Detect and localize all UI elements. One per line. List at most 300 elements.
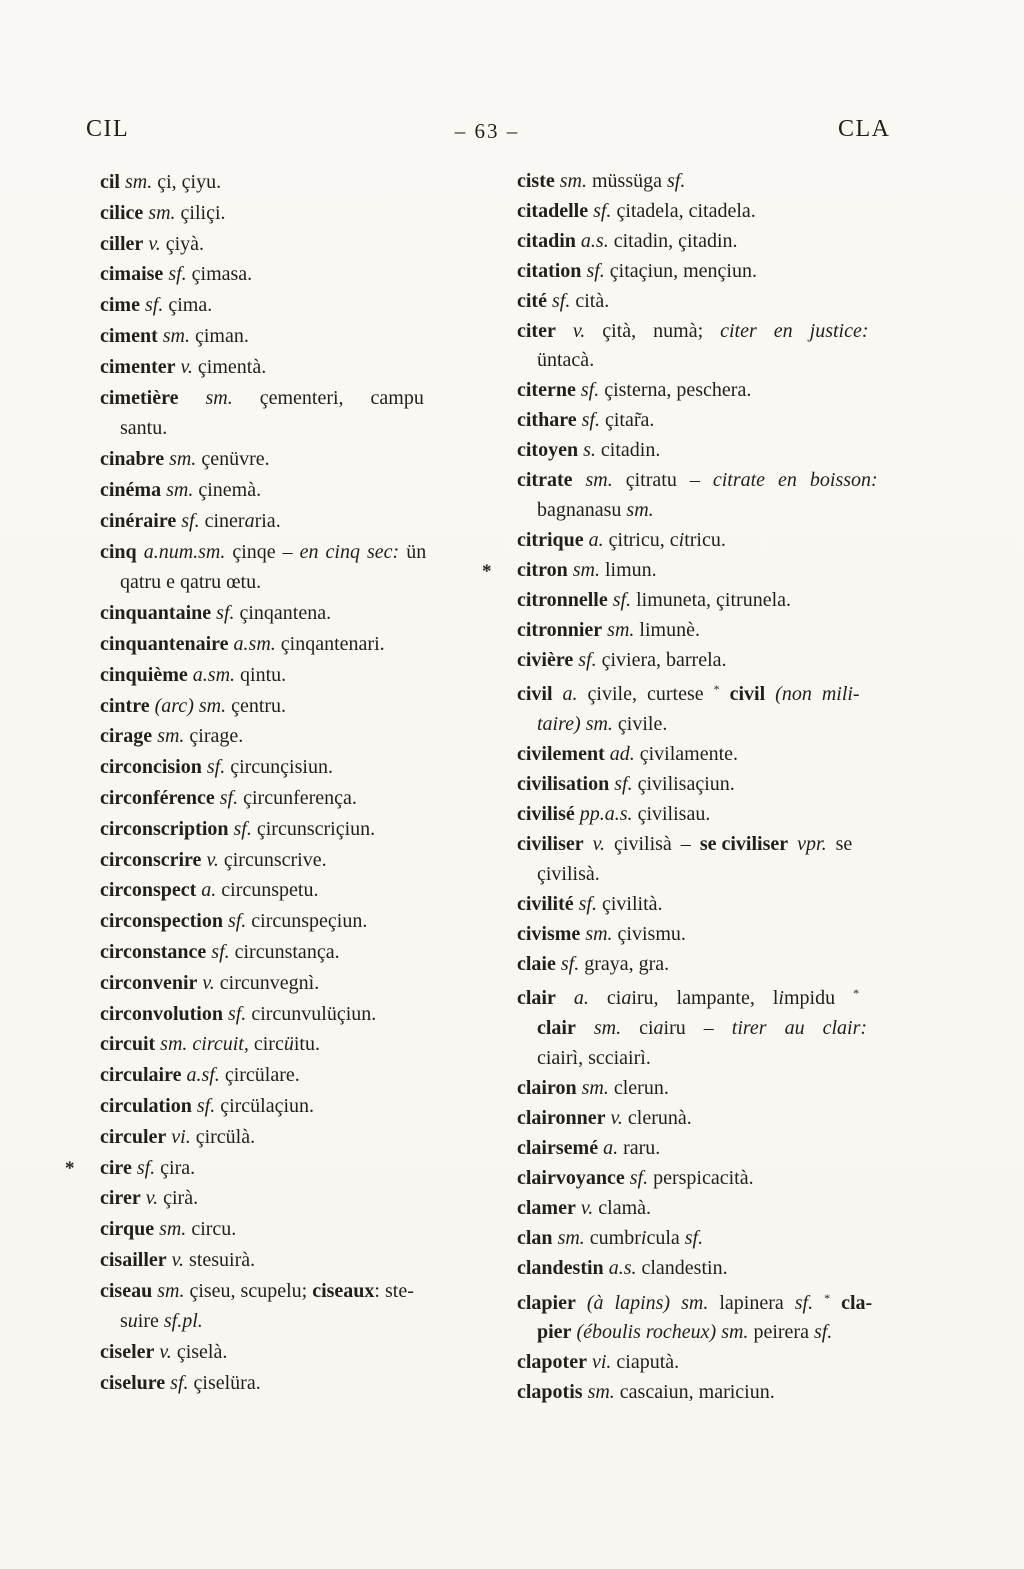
headword: clairsemé — [517, 1137, 599, 1159]
label-italic: sf. — [588, 199, 612, 222]
dictionary-entry — [100, 475, 476, 506]
label-italic: sm. — [152, 1279, 185, 1302]
translation-text: clerun. — [608, 1077, 669, 1100]
page-number: – 63 – — [454, 119, 520, 143]
label-italic: a — [621, 987, 632, 1010]
headword: civilisé — [517, 803, 575, 826]
label-italic: (arc) sm. — [149, 694, 227, 717]
translation-text: circunspeçiun. — [246, 910, 368, 933]
homonym-asterisk: * — [713, 682, 720, 697]
translation-text: tricu. — [684, 528, 726, 551]
headword: clan — [517, 1226, 553, 1249]
label-italic: sf. — [139, 294, 164, 317]
label-italic: sf. — [667, 170, 686, 192]
dictionary-entry — [100, 1122, 476, 1153]
dictionary-entry — [517, 1284, 941, 1349]
headword: citoyen — [517, 439, 579, 462]
headword: civière — [517, 648, 574, 671]
translation-text: se — [826, 832, 853, 855]
headword: civisme — [517, 922, 581, 945]
translation-text: circunspetu. — [216, 879, 319, 902]
dictionary-entry — [517, 586, 941, 616]
headword: ciste — [517, 170, 555, 192]
headword: citadelle — [517, 199, 589, 222]
headword: circuit — [100, 1033, 156, 1056]
dictionary-entry — [517, 1224, 941, 1254]
label-italic: (éboulis rocheux) sm. — [571, 1321, 749, 1344]
headword: civilité — [517, 892, 574, 915]
translation-text: graya, gra. — [579, 952, 670, 975]
dictionary-entry — [517, 1348, 941, 1378]
label-italic: vi. — [166, 1125, 191, 1148]
translation-text: peirera — [748, 1321, 814, 1344]
translation-text: çitaçiun, mençiun. — [604, 259, 757, 282]
label-italic: a.sm. — [187, 663, 236, 686]
dictionary-entry — [517, 1164, 941, 1194]
label-italic: v. — [175, 355, 193, 378]
label-italic: i — [678, 528, 685, 551]
label-italic: sm. — [152, 725, 185, 748]
translation-text: clandestin. — [636, 1256, 728, 1279]
label-italic: tirer au clair: — [731, 1017, 868, 1040]
headword: ciseaux — [312, 1279, 375, 1302]
dictionary-entry — [517, 740, 941, 770]
translation-text: çircülare. — [219, 1064, 300, 1087]
translation-text: çiman. — [190, 324, 249, 347]
translation-text: raru. — [618, 1137, 661, 1159]
dictionary-entry — [517, 920, 941, 950]
translation-text: limun. — [599, 558, 657, 581]
translation-text: müssüga — [587, 170, 667, 192]
label-italic: a — [244, 509, 255, 532]
translation-text: qatru e qatru œtu. — [120, 571, 262, 594]
headword: claie — [517, 952, 556, 975]
label-italic: sm. — [602, 618, 635, 641]
translation-text — [720, 683, 730, 705]
translation-text: ciaputà. — [611, 1351, 680, 1374]
translation-text: çinqe – — [225, 540, 300, 563]
label-italic: sm. — [552, 1226, 585, 1249]
translation-text: ci — [621, 1017, 654, 1040]
translation-text — [830, 1292, 841, 1314]
translation-text: çivilisà – — [605, 832, 700, 855]
label-italic: sf. — [214, 786, 239, 809]
translation-text: bagnanasu — [537, 498, 627, 521]
translation-text: çi, çiyu. — [152, 171, 222, 193]
dictionary-entry — [100, 906, 476, 937]
translation-text: ire — [137, 1310, 164, 1333]
dictionary-entry — [517, 890, 941, 920]
translation-text: citadin, çitadin. — [608, 229, 738, 252]
label-italic: vpr. — [788, 832, 827, 855]
label-italic: sm. — [157, 324, 190, 347]
translation-text: çircunscriçiun. — [251, 817, 376, 840]
headword: cinquième — [100, 663, 188, 686]
dictionary-entry — [517, 1194, 941, 1224]
translation-text: lapinera — [708, 1291, 795, 1314]
headword: cinabre — [100, 448, 165, 471]
label-italic: v. — [583, 832, 606, 855]
headword: claironner — [517, 1107, 606, 1130]
headword: cime — [100, 294, 140, 317]
translation-text: çitratu – — [612, 469, 713, 492]
headword: cinéma — [100, 478, 162, 501]
label-italic: v. — [201, 848, 219, 871]
label-italic: taire) sm. — [537, 713, 613, 736]
headword: civilement — [517, 743, 605, 766]
dictionary-entry — [100, 937, 476, 968]
headword: cire — [100, 1156, 132, 1179]
left-column — [65, 167, 476, 1399]
label-italic: sm. — [120, 171, 153, 193]
headword: cirque — [100, 1218, 155, 1241]
dictionary-entry — [517, 800, 941, 830]
dictionary-entry — [100, 629, 476, 660]
translation-text: çinqantena. — [234, 602, 332, 625]
label-italic: sf.pl. — [163, 1310, 203, 1333]
dictionary-entry — [100, 383, 476, 445]
headword: ciseler — [100, 1341, 155, 1364]
headword: cil — [100, 171, 120, 193]
translation-text — [813, 1292, 824, 1314]
translation-text: çitricu, c — [603, 528, 679, 551]
translation-text: çivilità. — [596, 892, 663, 915]
headword: cimaise — [100, 263, 164, 286]
right-column — [482, 167, 941, 1408]
dictionary-entry — [100, 167, 476, 198]
translation-text: ria. — [254, 509, 281, 532]
label-italic: citer en justice: — [720, 319, 869, 342]
dictionary-entry — [100, 814, 476, 845]
dictionary-entry — [100, 598, 476, 629]
label-italic: sf. — [609, 773, 633, 796]
headword: citadin — [517, 229, 576, 252]
label-italic: a.num.sm. — [136, 540, 226, 563]
label-italic: a. — [196, 879, 217, 902]
translation-text: limunè. — [634, 618, 700, 641]
label-italic: sm. — [567, 558, 600, 581]
label-italic: sf. — [794, 1291, 814, 1314]
headword: clapier — [517, 1291, 576, 1314]
translation-text: itu. — [293, 1033, 320, 1056]
dictionary-entry — [100, 721, 476, 752]
headword: citerne — [517, 379, 576, 402]
translation-text: çirà. — [158, 1187, 199, 1210]
dictionary-entry — [517, 317, 941, 377]
translation-text: çiseu, scupelu; — [184, 1279, 313, 1302]
translation-text: çitar̃a. — [599, 409, 655, 432]
label-italic: sf. — [206, 940, 230, 963]
label-italic: i — [640, 1226, 647, 1249]
label-italic: sf. — [176, 509, 200, 532]
label-italic: v. — [575, 1196, 594, 1219]
label-italic: a. — [583, 528, 604, 551]
dictionary-entry — [517, 675, 941, 740]
dictionary-entry — [100, 845, 476, 876]
label-italic: sf. — [131, 1156, 156, 1179]
dictionary-entry — [100, 537, 476, 599]
dictionary-entry — [100, 1368, 476, 1399]
translation-text: çircunçisiun. — [225, 756, 333, 779]
headword: citer — [517, 319, 556, 342]
dictionary-entry — [100, 290, 476, 321]
label-italic: sf. — [228, 817, 252, 840]
label-italic: v. — [140, 1187, 159, 1210]
dictionary-entry — [517, 1074, 941, 1104]
label-italic: sf. — [191, 1094, 216, 1117]
dictionary-entry — [100, 1091, 476, 1122]
dictionary-entry — [100, 321, 476, 352]
translation-text: clamà. — [593, 1196, 652, 1219]
label-italic: sm. — [580, 922, 613, 945]
headword: clairon — [517, 1077, 577, 1100]
headword: cité — [517, 289, 547, 312]
translation-text: çircunferença. — [238, 786, 357, 809]
translation-text: çirage. — [184, 725, 244, 748]
label-italic: sf. — [684, 1226, 704, 1249]
label-italic: ü — [283, 1033, 294, 1056]
label-italic: sf. — [573, 648, 597, 671]
translation-text: çimasa. — [186, 263, 253, 286]
dictionary-entry — [517, 257, 941, 287]
dictionary-entry — [517, 406, 941, 436]
dictionary-entry — [100, 1245, 476, 1276]
translation-text: çiselüra. — [188, 1372, 261, 1395]
headword: citronnelle — [517, 588, 608, 611]
headword: clapoter — [517, 1351, 587, 1374]
translation-text: çivilamente. — [634, 743, 739, 766]
translation-text: limuneta, çitrunela. — [631, 588, 792, 611]
label-italic: v. — [166, 1248, 185, 1271]
label-italic: a.sm. — [228, 632, 276, 655]
label-italic: i — [778, 987, 784, 1010]
dictionary-entry — [100, 506, 476, 537]
headword: se civiliser — [699, 832, 789, 855]
label-italic: sm. — [582, 1381, 615, 1404]
headword: cithare — [517, 409, 577, 432]
headword: cinq — [100, 540, 137, 563]
translation-text: circunstança. — [229, 940, 340, 963]
dictionary-entry — [517, 197, 941, 227]
translation-text: qintu. — [235, 663, 287, 686]
dictionary-entry — [517, 950, 941, 980]
headword: circulation — [100, 1094, 192, 1117]
translation-text: santu. — [120, 417, 168, 440]
translation-text: circu. — [186, 1218, 237, 1241]
dictionary-entry — [100, 875, 476, 906]
translation-text: çivile, curtese — [577, 683, 714, 706]
headword: circonscrire — [100, 848, 202, 871]
translation-text: çivilisaçiun. — [632, 773, 735, 796]
label-italic: u — [127, 1310, 138, 1333]
translation-text: cità. — [570, 289, 610, 312]
translation-text: çircunscrive. — [218, 848, 327, 871]
label-italic: sf. — [211, 602, 235, 625]
translation-text: çivismu. — [612, 922, 686, 945]
translation-text: çivilisà. — [537, 862, 600, 885]
headword: citron — [517, 558, 568, 581]
translation-text: ciner — [199, 509, 245, 532]
label-italic: v. — [605, 1107, 623, 1130]
dictionary-entry: * citron sm. limun. — [482, 558, 657, 582]
label-italic: sf. — [581, 259, 605, 282]
label-italic: sf. — [624, 1166, 649, 1189]
headword: civil — [517, 683, 553, 706]
headword: cimetière — [100, 386, 179, 409]
translation-text: circ — [248, 1033, 284, 1056]
headword: circonscription — [100, 817, 229, 840]
translation-text: çiselà. — [171, 1341, 228, 1364]
label-italic: a. — [552, 683, 578, 706]
label-italic: sm. — [143, 201, 176, 224]
headword: cimenter — [100, 355, 176, 378]
dictionary-entry — [100, 352, 476, 383]
label-italic: a.s. — [603, 1256, 637, 1279]
translation-text: çinemà. — [193, 478, 262, 501]
label-italic: (non mili- — [765, 683, 860, 706]
headword: citrate — [517, 469, 573, 492]
headword: cinquantenaire — [100, 632, 229, 655]
translation-text: çitadela, citadela. — [611, 199, 756, 222]
translation-text: çircülà. — [190, 1125, 256, 1148]
dictionary-entry — [517, 227, 941, 257]
dictionary-entry — [100, 1060, 476, 1091]
label-italic: v. — [555, 319, 586, 342]
label-italic: sf. — [576, 409, 600, 432]
dictionary-entry — [517, 526, 941, 556]
dictionary-entry — [100, 259, 476, 290]
headword: clair — [517, 987, 556, 1010]
headword: ciselure — [100, 1372, 166, 1395]
homonym-asterisk: * — [853, 986, 860, 1001]
label-italic: sf. — [573, 892, 597, 915]
dictionary-entry — [517, 1134, 941, 1164]
translation-text: çisterna, peschera. — [599, 379, 752, 402]
label-italic: sf. — [813, 1321, 833, 1344]
label-italic: sf. — [546, 289, 571, 312]
dictionary-entry — [517, 436, 941, 466]
dictionary-entry — [517, 979, 941, 1074]
label-italic: sf. — [163, 263, 187, 286]
label-italic: sf. — [201, 756, 226, 779]
dictionary-entry — [517, 1104, 941, 1134]
dictionary-entry — [517, 167, 941, 197]
translation-text: üntacà. — [537, 349, 595, 372]
headword: cinquantaine — [100, 602, 212, 625]
translation-text: çimentà. — [192, 355, 267, 378]
label-italic: sm. — [572, 469, 613, 492]
dictionary-entry — [100, 444, 476, 475]
dictionary-entry — [517, 616, 941, 646]
headword: civil — [729, 683, 766, 706]
label-italic: v. — [154, 1341, 172, 1364]
headword: clapotis — [517, 1381, 583, 1404]
label-italic: sm. — [575, 1017, 622, 1040]
label-italic: sm. — [626, 498, 654, 521]
dictionary-entry — [100, 968, 476, 999]
dictionary-entry — [100, 1029, 476, 1060]
dictionary-entry — [100, 198, 476, 229]
headword: cinéraire — [100, 509, 177, 532]
dictionary-entry: * cire sf. çira. — [65, 1156, 196, 1179]
label-italic: sm. — [164, 448, 197, 471]
label-italic: s. — [578, 439, 596, 462]
headword: cilice — [100, 201, 144, 224]
label-italic: sf. — [575, 379, 600, 402]
label-italic: v. — [143, 232, 161, 255]
translation-text: çentru. — [226, 694, 287, 717]
headword: circonférence — [100, 786, 215, 809]
label-italic: vi. — [586, 1351, 612, 1374]
headword: circonspect — [100, 879, 197, 902]
translation-text: : ste- — [374, 1279, 414, 1302]
dictionary-entry — [100, 752, 476, 783]
translation-text: çementeri, campu — [232, 386, 424, 409]
translation-text: çiliçi. — [175, 201, 226, 224]
dictionary-entry — [517, 466, 941, 526]
headword: clamer — [517, 1196, 576, 1219]
dictionary-entry — [100, 1214, 476, 1245]
headword: cirer — [100, 1187, 141, 1210]
translation-text: mpidu — [783, 987, 854, 1010]
label-italic: a.sf. — [181, 1064, 220, 1087]
translation-text: circunvulüçiun. — [246, 1002, 377, 1025]
headword: citation — [517, 259, 582, 282]
label-italic: a.s. — [575, 229, 609, 252]
label-italic: pp.a.s. — [574, 803, 633, 826]
label-italic: citrate en boisson: — [712, 469, 878, 492]
headword: circonvenir — [100, 971, 198, 994]
translation-text: çiyà. — [160, 232, 205, 255]
label-italic: en cinq sec: — [299, 540, 400, 563]
headword: civilisation — [517, 773, 610, 796]
headword: ciment — [100, 324, 158, 347]
label-italic: sf. — [555, 952, 580, 975]
label-italic: sf. — [165, 1372, 189, 1395]
guide-word-left: CIL — [86, 116, 130, 142]
dictionary-entry — [517, 376, 941, 406]
dictionary-entry — [517, 830, 941, 890]
label-italic: v. — [197, 971, 215, 994]
translation-text: çinqantenari. — [275, 632, 385, 655]
label-italic: sm. — [554, 170, 587, 192]
translation-text: ci — [588, 987, 622, 1010]
label-italic: sm. — [576, 1077, 609, 1100]
translation-text: çità, numà; — [585, 319, 721, 342]
label-italic: a. — [598, 1137, 619, 1159]
dictionary-entry — [100, 783, 476, 814]
translation-text: çircülaçiun. — [215, 1094, 315, 1117]
dictionary-entry — [100, 1276, 476, 1338]
headword: citrique — [517, 528, 584, 551]
translation-text: çima. — [163, 294, 213, 317]
label-italic: sm. — [161, 478, 194, 501]
translation-text: çenüvre. — [196, 448, 270, 471]
homonym-asterisk: * — [824, 1290, 831, 1305]
translation-text: çivilisau. — [632, 803, 711, 826]
label-italic: sf. — [222, 910, 247, 933]
translation-text: çira. — [155, 1156, 196, 1179]
headword: pier — [537, 1321, 572, 1344]
dictionary-entry — [100, 1183, 476, 1214]
translation-text: circunvegnì. — [214, 971, 320, 994]
translation-text: ün — [399, 540, 427, 563]
dictionary-entry — [100, 1337, 476, 1368]
label-italic: sf. — [222, 1002, 247, 1025]
translation-text: çiviera, barrela. — [596, 648, 727, 671]
headword: clandestin — [517, 1256, 604, 1279]
label-italic: a. — [555, 987, 589, 1010]
